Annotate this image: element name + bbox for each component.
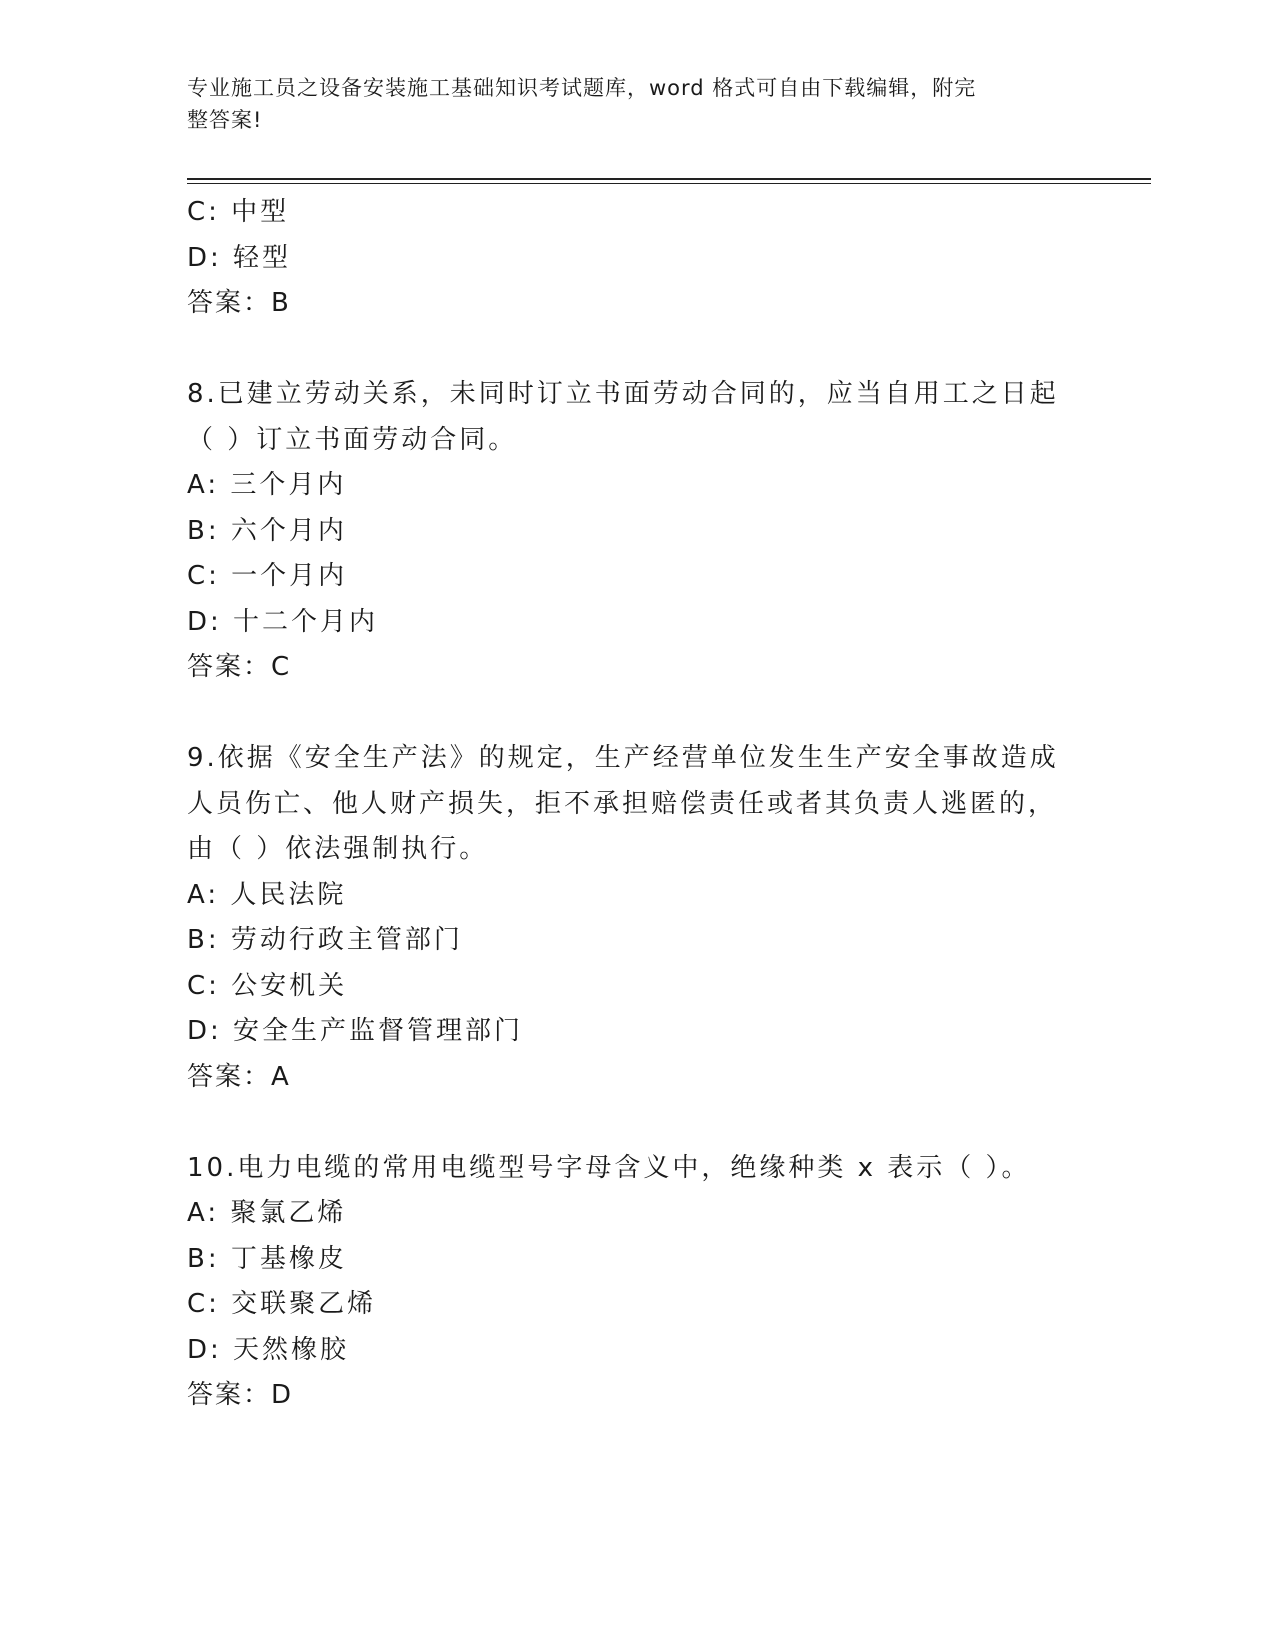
q8-stem-line-1: 8.已建立劳动关系，未同时订立书面劳动合同的，应当自用工之日起 bbox=[187, 379, 1059, 409]
q7-answer: 答案：B bbox=[187, 288, 291, 318]
q8-option-c: C: 一个月内 bbox=[187, 561, 348, 591]
page-header bbox=[187, 72, 1067, 136]
q8-answer: 答案：C bbox=[187, 652, 292, 682]
header-line-1: 专业施工员之设备安装施工基础知识考试题库，word 格式可自由下载编辑，附完 bbox=[187, 76, 977, 100]
q10-stem-line-1: 10.电力电缆的常用电缆型号字母含义中，绝缘种类 x 表示（ ）。 bbox=[187, 1152, 1031, 1183]
q10-option-d: D: 天然橡胶 bbox=[187, 1334, 350, 1365]
q9-option-d: D: 安全生产监督管理部门 bbox=[187, 1016, 524, 1046]
q10-option-c: C: 交联聚乙烯 bbox=[187, 1289, 377, 1319]
q10-answer: 答案：D bbox=[187, 1380, 294, 1410]
q9-option-b: B: 劳动行政主管部门 bbox=[187, 925, 463, 955]
q9-stem-line-3: 由（ ）依法强制执行。 bbox=[187, 834, 489, 864]
q9-answer: 答案：A bbox=[187, 1061, 291, 1092]
spacer bbox=[187, 691, 1067, 737]
header-rule-thin bbox=[187, 183, 1151, 184]
question-9 bbox=[187, 736, 1067, 1100]
spacer bbox=[187, 327, 1067, 373]
q7-option-d: D: 轻型 bbox=[187, 242, 292, 273]
q10-option-b: B: 丁基橡皮 bbox=[187, 1243, 347, 1274]
question-7 bbox=[187, 190, 1067, 327]
q8-stem-line-2: （ ）订立书面劳动合同。 bbox=[187, 424, 518, 455]
q9-stem-line-1: 9.依据《安全生产法》的规定，生产经营单位发生生产安全事故造成 bbox=[187, 743, 1059, 773]
q8-option-a: A: 三个月内 bbox=[187, 470, 347, 500]
spacer bbox=[187, 1100, 1067, 1146]
header-rule-thick bbox=[187, 178, 1151, 180]
question-content bbox=[187, 190, 1067, 1419]
question-10 bbox=[187, 1146, 1067, 1419]
q10-option-a: A: 聚氯乙烯 bbox=[187, 1198, 347, 1228]
q7-option-c: C: 中型 bbox=[187, 197, 290, 227]
q8-option-b: B: 六个月内 bbox=[187, 515, 347, 546]
q9-option-c: C: 公安机关 bbox=[187, 970, 348, 1001]
question-8 bbox=[187, 372, 1067, 691]
q9-stem-line-2: 人员伤亡、他人财产损失，拒不承担赔偿责任或者其负责人逃匿的， bbox=[187, 788, 1058, 819]
q9-option-a: A: 人民法院 bbox=[187, 879, 347, 910]
header-line-2: 整答案! bbox=[187, 108, 263, 132]
q8-option-d: D: 十二个月内 bbox=[187, 606, 379, 637]
